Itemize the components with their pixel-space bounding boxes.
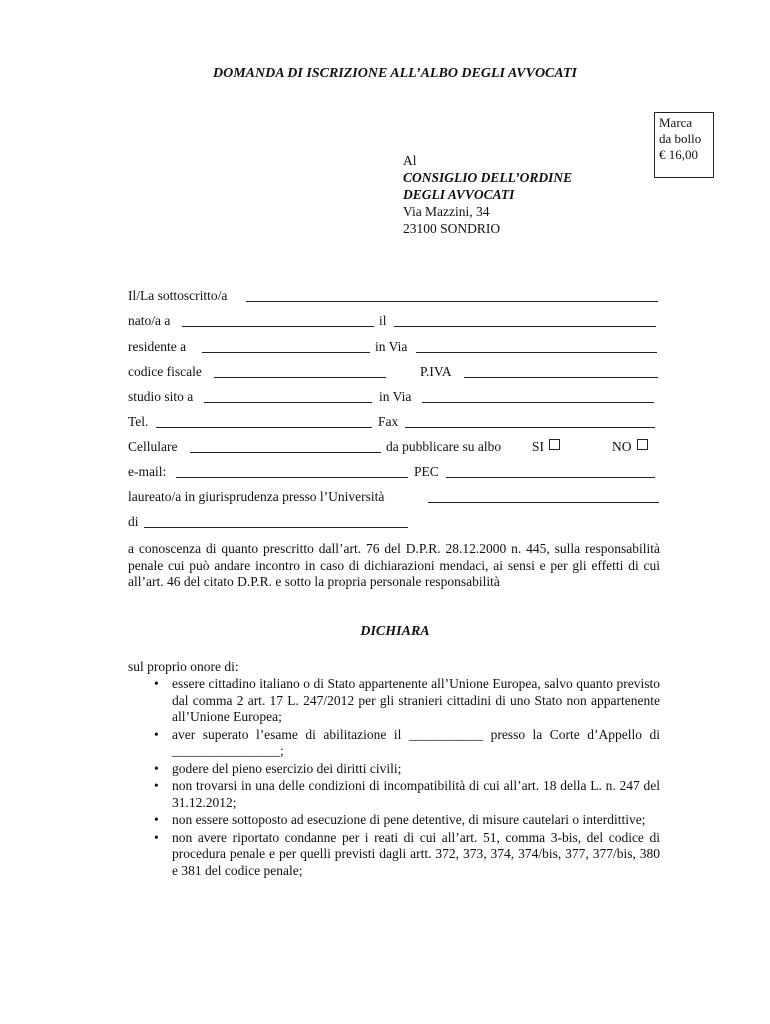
document-title: DOMANDA DI ISCRIZIONE ALL’ALBO DEGLI AVVOCATI	[213, 66, 577, 81]
intro-paragraph: a conoscenza di quanto prescritto dall’art. 76 del D.P.R. 28.12.2000 n. 445, sulla responsabilità penale cui può andare incontro in caso di dichiarazioni mendaci, ai sensi e per gli effetti di cui all’art. 46 del citato D.P.R. e sotto la propria personale responsabilità	[128, 541, 660, 589]
bullet-icon: •	[154, 778, 159, 793]
input-line-il[interactable]	[394, 326, 656, 327]
row-residente	[128, 339, 660, 357]
addressee-block	[403, 152, 572, 237]
row-nato	[128, 313, 660, 331]
label-piva: P.IVA	[420, 364, 452, 379]
input-line-studio[interactable]	[204, 402, 372, 403]
bullet-icon: •	[154, 726, 159, 742]
label-codice-fiscale: codice fiscale	[128, 364, 202, 379]
bullet-icon: •	[154, 829, 159, 845]
dichiara-heading: DICHIARA	[360, 624, 430, 639]
list-item	[150, 727, 660, 760]
label-studio: studio sito a	[128, 389, 194, 404]
input-line-tel[interactable]	[156, 427, 372, 428]
declaration-text: aver superato l’esame di abilitazione il ___________ presso la Corte d’Appello di ________________;	[172, 726, 660, 758]
input-line-nato[interactable]	[182, 326, 374, 327]
row-di	[128, 514, 660, 532]
label-pubblicare: da pubblicare su albo	[386, 439, 502, 454]
label-in-via-residente: in Via	[375, 339, 408, 354]
label-pec: PEC	[414, 464, 439, 479]
label-no: NO	[612, 439, 632, 454]
input-line-fax[interactable]	[405, 427, 655, 428]
addressee-city: 23100 SONDRIO	[403, 221, 501, 236]
onore-line: sul proprio onore di:	[128, 659, 239, 674]
input-line-codice-fiscale[interactable]	[214, 377, 386, 378]
label-di: di	[128, 514, 139, 529]
row-codice-fiscale	[128, 364, 660, 382]
input-line-sottoscritto[interactable]	[246, 301, 658, 302]
list-item	[150, 830, 660, 880]
checkbox-no-group[interactable]	[612, 439, 632, 455]
input-line-residente[interactable]	[202, 352, 370, 353]
row-email	[128, 464, 660, 482]
input-line-cellulare[interactable]	[190, 452, 381, 453]
bullet-icon: •	[154, 676, 159, 691]
addressee-street: Via Mazzini, 34	[403, 204, 490, 219]
addressee-org-line1: CONSIGLIO DELL’ORDINE	[403, 170, 573, 185]
row-studio	[128, 389, 660, 407]
row-cellulare	[128, 439, 660, 457]
addressee-org-line2: DEGLI AVVOCATI	[403, 187, 515, 202]
input-line-via-residente[interactable]	[416, 352, 657, 353]
addressee-to: Al	[403, 153, 417, 168]
input-line-via-studio[interactable]	[422, 402, 654, 403]
label-il: il	[379, 313, 387, 328]
bullet-icon: •	[154, 760, 159, 776]
list-item	[150, 812, 660, 829]
stamp-line-2: da bollo	[659, 131, 702, 146]
input-line-email[interactable]	[176, 477, 408, 478]
row-sottoscritto	[128, 288, 660, 306]
list-item	[150, 778, 660, 811]
input-line-piva[interactable]	[464, 377, 658, 378]
declaration-text: non trovarsi in una delle condizioni di incompatibilità di cui all’art. 18 della L. n. 247 del 31.12.2012;	[172, 778, 660, 810]
declarations-list	[150, 676, 660, 880]
declaration-text: godere del pieno esercizio dei diritti civili;	[172, 760, 402, 776]
bullet-icon: •	[154, 812, 159, 827]
stamp-line-1: Marca	[659, 115, 693, 130]
input-line-pec[interactable]	[446, 477, 655, 478]
stamp-line-3: € 16,00	[659, 147, 698, 162]
checkbox-no[interactable]	[637, 439, 648, 450]
label-fax: Fax	[378, 414, 399, 429]
input-line-universita[interactable]	[428, 502, 659, 503]
label-in-via-studio: in Via	[379, 389, 412, 404]
label-si: SI	[532, 439, 545, 454]
label-email: e-mail:	[128, 464, 167, 479]
declaration-text: non avere riportato condanne per i reati di cui all’art. 51, comma 3-bis, del codice di procedura penale e per quelli previsti dagli artt. 372, 373, 374, 374/bis, 377, 377/bis, 380 e 381 del codice penale;	[172, 829, 660, 878]
label-cellulare: Cellulare	[128, 439, 178, 454]
label-residente: residente a	[128, 339, 187, 354]
stamp-box	[654, 112, 714, 178]
label-tel: Tel.	[128, 414, 149, 429]
input-line-di[interactable]	[144, 527, 408, 528]
label-nato: nato/a a	[128, 313, 171, 328]
checkbox-si[interactable]	[549, 439, 560, 450]
row-tel	[128, 414, 660, 432]
declaration-text: essere cittadino italiano o di Stato appartenente all’Unione Europea, salvo quanto previsto dal comma 2 art. 17 L. 247/2012 per gli stranieri cittadini di uno Stato non appartenente all’Unione Europea;	[172, 676, 660, 724]
label-laureato: laureato/a in giurisprudenza presso l’Università	[128, 489, 385, 504]
declaration-text: non essere sottoposto ad esecuzione di pene detentive, di misure cautelari o interdittive;	[172, 812, 646, 827]
row-laureato	[128, 489, 660, 507]
checkbox-si-group[interactable]	[532, 439, 544, 455]
label-sottoscritto: Il/La sottoscritto/a	[128, 288, 228, 303]
list-item	[150, 761, 660, 778]
list-item	[150, 676, 660, 726]
